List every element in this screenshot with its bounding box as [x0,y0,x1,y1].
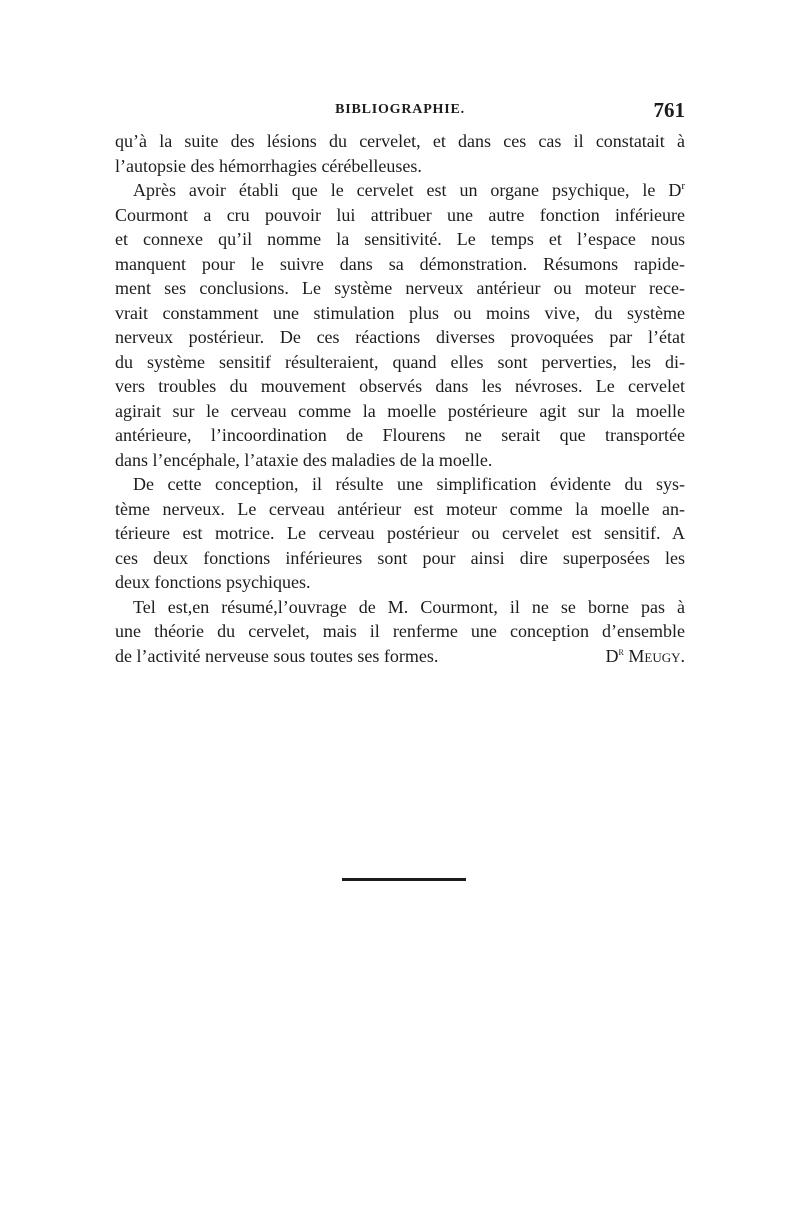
text-line: De cette conception, il résulte une simplification évidente du sys- [133,474,685,494]
text-line: antérieure, l’incoordination de Flourens ne serait que transportée [115,425,685,445]
paragraph-4 [115,595,685,669]
text-line: térieure est motrice. Le cerveau postérieur ou cervelet est sensitif. A [115,523,685,543]
page-header [115,98,685,124]
text-line: du système sensitif résulteraient, quand elles sont perverties, les di- [115,351,685,372]
text-line: l’autopsie des hémorrhagies cérébelleuses. [115,155,422,176]
text-line: agirait sur le cerveau comme la moelle postérieure agit sur la moelle [115,400,685,421]
text-line-content: Après avoir établi que le cervelet est un organe psychique, le D [133,180,682,200]
signature-title: D [605,645,619,666]
text-line: Tel est,en résumé,l’ouvrage de M. Courmont, il ne se borne pas à [133,596,685,617]
text-line-content: de l’activité nerveuse sous toutes ses formes. [115,645,439,666]
text-line: vers troubles du mouvement observés dans les névroses. Le cervelet [115,376,685,396]
text-line: qu’à la suite des lésions du cervelet, et dans ces cas il constatait à [115,131,685,151]
text-line: une théorie du cervelet, mais il renferme une conception d’ensemble [115,621,685,641]
text-line: ment ses conclusions. Le système nerveux antérieur ou moteur rece- [115,278,685,298]
text-line: tème nerveux. Le cerveau antérieur est moteur comme la moelle an- [115,498,685,519]
paragraph-2 [115,178,685,472]
text-line: vrait constamment une stimulation plus ou moins vive, du système [115,302,685,323]
running-title: BIBLIOGRAPHIE. [335,102,465,117]
text-line [115,178,685,203]
superscript: r [618,645,624,658]
text-line: ces deux fonctions inférieures sont pour ainsi dire superposées les [115,547,685,568]
text-line: nerveux postérieur. De ces réactions diverses provoquées par l’état [115,327,685,347]
signature-name: Meugy. [628,645,685,666]
superscript: r [681,180,685,192]
page-number: 761 [653,98,685,122]
signature [606,644,685,669]
closing-rule [342,878,466,881]
text-line: Courmont a cru pouvoir lui attribuer une autre fonction inférieure [115,204,685,225]
text-line: dans l’encéphale, l’ataxie des maladies de la moelle. [115,449,493,470]
text-line: et connexe qu’il nomme la sensitivité. Le temps et l’espace nous [115,229,685,249]
paragraph-1 [115,129,685,178]
body-text [115,129,685,668]
paragraph-3 [115,472,685,595]
text-line: manquent pour le suivre dans sa démonstration. Résumons rapide- [115,253,685,274]
text-line [115,644,685,669]
text-line: deux fonctions psychiques. [115,572,311,592]
